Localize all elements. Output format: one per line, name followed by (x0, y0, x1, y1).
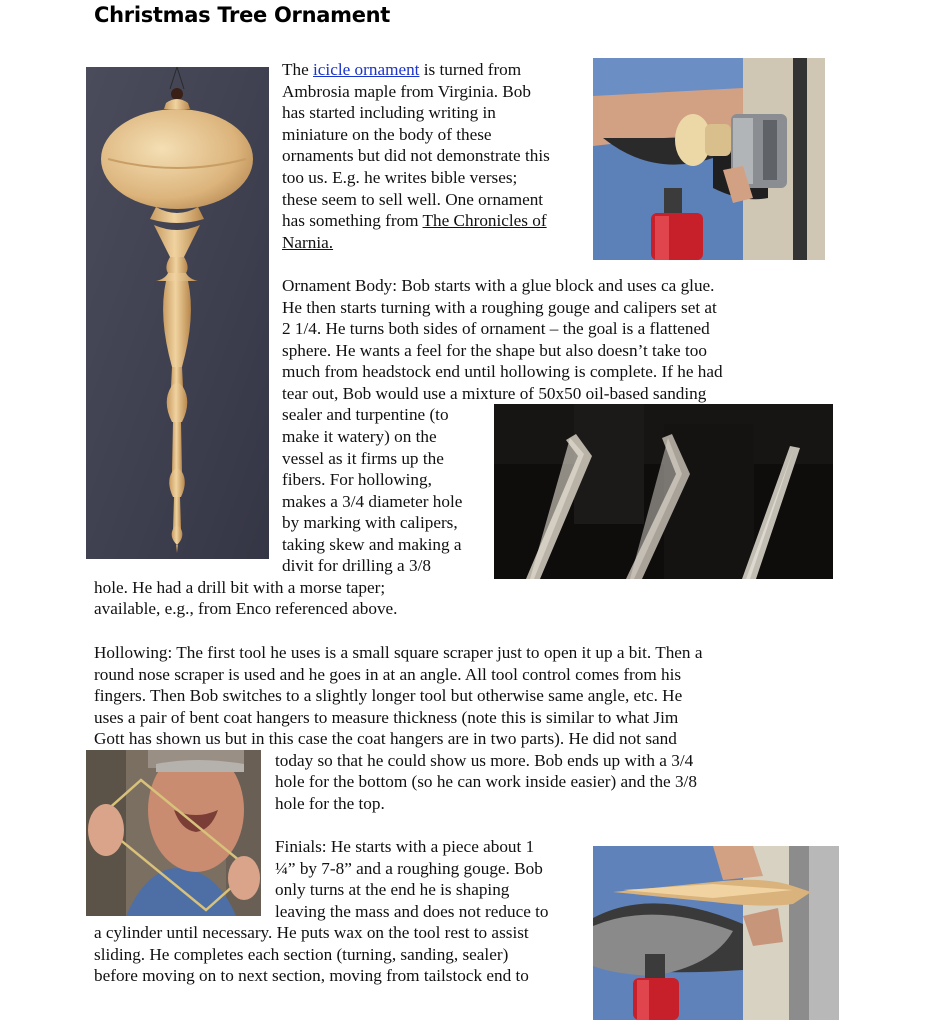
intro-line: these seem to sell well. One ornament (282, 190, 544, 209)
intro-line (282, 210, 547, 232)
body-line: by marking with calipers, (282, 513, 458, 532)
hollowing-tools-photo (494, 404, 833, 579)
intro-line: too us. E.g. he writes bible verses; (282, 168, 518, 187)
hollowing-line: today so that he could show us more. Bob ends up with a 3/4 (275, 751, 694, 770)
body-line: sphere. He wants a feel for the shape but also doesn’t take too (282, 341, 707, 360)
finials-line: Finials: He starts with a piece about 1 (275, 837, 535, 856)
intro-line: Ambrosia maple from Virginia. Bob (282, 82, 531, 101)
hollowing-line: Gott has shown us but in this case the coat hangers are in two parts). He did not sand (94, 729, 677, 748)
body-line: tear out, Bob would use a mixture of 50x50 oil-based sanding (282, 384, 707, 403)
hollowing-line: fingers. Then Bob switches to a slightly longer tool but otherwise same angle, etc. He (94, 686, 683, 705)
body-line: Ornament Body: Bob starts with a glue block and uses ca glue. (282, 276, 715, 295)
body-line: sealer and turpentine (to (282, 405, 449, 424)
chronicles-title: The Chronicles of (422, 211, 547, 230)
intro-line: miniature on the body of these (282, 125, 492, 144)
finials-line: before moving on to next section, moving from tailstock end to (94, 966, 529, 985)
body-line: makes a 3/4 diameter hole (282, 492, 463, 511)
hollowing-line: uses a pair of bent coat hangers to measure thickness (note this is similar to what Jim (94, 708, 679, 727)
intro-line-post: is turned from (419, 60, 522, 79)
intro-line: has started including writing in (282, 103, 496, 122)
hollowing-line: Hollowing: The first tool he uses is a small square scraper just to open it up a bit. Then a (94, 643, 703, 662)
page-title: Christmas Tree Ornament (94, 3, 391, 27)
finial-lathe-photo (593, 846, 839, 1020)
finials-line: a cylinder until necessary. He puts wax on the tool rest to assist (94, 923, 529, 942)
body-line: much from headstock end until hollowing is complete. If he had (282, 362, 723, 381)
coat-hanger-calipers-photo (86, 750, 261, 916)
lathe-ornament-photo (593, 58, 825, 260)
finials-line: sliding. He completes each section (turning, sanding, sealer) (94, 945, 509, 964)
hollowing-line: round nose scraper is used and he goes in at an angle. All tool control comes from his (94, 665, 682, 684)
hollowing-line: hole for the bottom (so he can work inside easier) and the 3/8 (275, 772, 697, 791)
intro-line (282, 59, 521, 81)
icicle-ornament-link[interactable]: icicle ornament (313, 60, 420, 79)
body-line: 2 1/4. He turns both sides of ornament – the goal is a flattened (282, 319, 710, 338)
chronicles-title: Narnia. (282, 233, 334, 252)
body-line: fibers. For hollowing, (282, 470, 432, 489)
ornament-photo (86, 67, 269, 559)
finials-line: leaving the mass and does not reduce to (275, 902, 549, 921)
body-line: He then starts turning with a roughing gouge and calipers set at (282, 298, 717, 317)
intro-line: ornaments but did not demonstrate this (282, 146, 550, 165)
finials-line: only turns at the end he is shaping (275, 880, 510, 899)
finials-line: ¼” by 7-8” and a roughing gouge. Bob (275, 859, 543, 878)
intro-line-pre: has something from (282, 211, 423, 230)
body-line: divit for drilling a 3/8 (282, 556, 431, 575)
body-line: vessel as it firms up the (282, 449, 444, 468)
body-line: hole. He had a drill bit with a morse taper; (94, 578, 386, 597)
body-line: make it watery) on the (282, 427, 437, 446)
intro-line (282, 232, 333, 254)
intro-line-pre: The (282, 60, 314, 79)
hollowing-line: hole for the top. (275, 794, 385, 813)
body-line: available, e.g., from Enco referenced above. (94, 599, 398, 618)
body-line: taking skew and making a (282, 535, 462, 554)
